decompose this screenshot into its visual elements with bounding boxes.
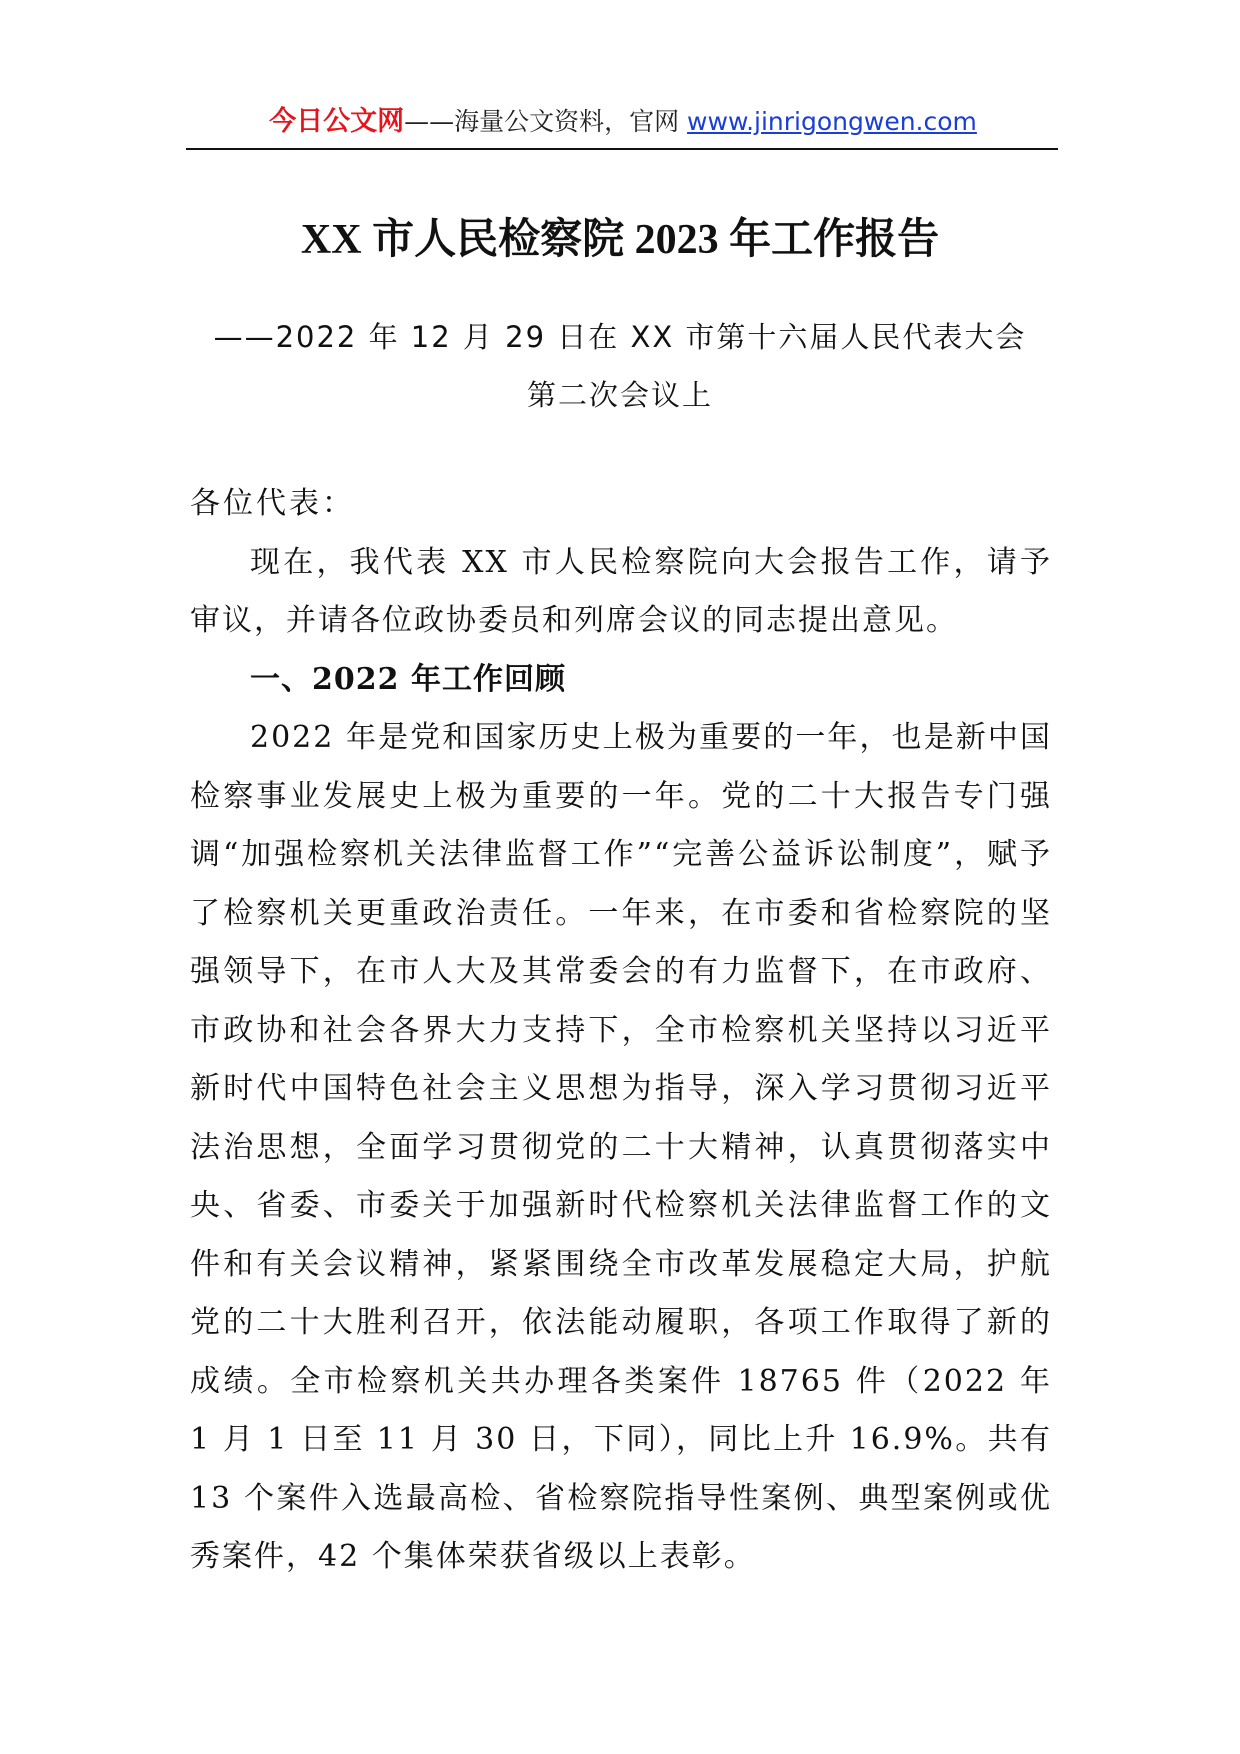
document-body: [190, 475, 1052, 1587]
page-header: [188, 104, 1058, 140]
website-link[interactable]: www.jinrigongwen.com: [687, 107, 977, 136]
subtitle-line-2: 第二次会议上: [526, 378, 713, 412]
intro-paragraph: 现在，我代表 XX 市人民检察院向大会报告工作，请予审议，并请各位政协委员和列席会议的同志提出意见。: [190, 544, 1052, 638]
document-title: XX 市人民检察院 2023 年工作报告: [300, 217, 940, 263]
header-tagline: ——海量公文资料，官网: [404, 107, 688, 136]
section-heading: 一、2022 年工作回顾: [250, 661, 566, 697]
salutation: 各位代表：: [190, 486, 355, 521]
brand-name: 今日公文网: [269, 106, 405, 137]
subtitle-line-1: ——2022 年 12 月 29 日在 XX 市第十六届人民代表大会: [213, 320, 1027, 354]
document-subtitle: [170, 308, 1070, 424]
section-paragraph: 2022 年是党和国家历史上极为重要的一年，也是新中国检察事业发展史上极为重要的一年。党的二十大报告专门强调“加强检察机关法律监督工作”“完善公益诉讼制度”，赋予了检察机关更重政治责任。一年来，在市委和省检察院的坚强领导下，在市人大及其常委会的有力监督下，在市政府、市政协和社会各界大力支持下，全市检察机关坚持以习近平新时代中国特色社会主义思想为指导，深入学习贯彻习近平法治思想，全面学习贯彻党的二十大精神，认真贯彻落实中央、省委、市委关于加强新时代检察机关法律监督工作的文件和有关会议精神，紧紧围绕全市改革发展稳定大局，护航党的二十大胜利召开，依法能动履职，各项工作取得了新的成绩。全市检察机关共办理各类案件 18765 件（2022 年 1 月 1 日至 11 月 30 日，下同），同比上升 16.9%。共有 13 个案件入选最高检、省检察院指导性案例、典型案例或优秀案件，42 个集体荣获省级以上表彰。: [190, 720, 1052, 1574]
header-divider: [186, 148, 1058, 150]
